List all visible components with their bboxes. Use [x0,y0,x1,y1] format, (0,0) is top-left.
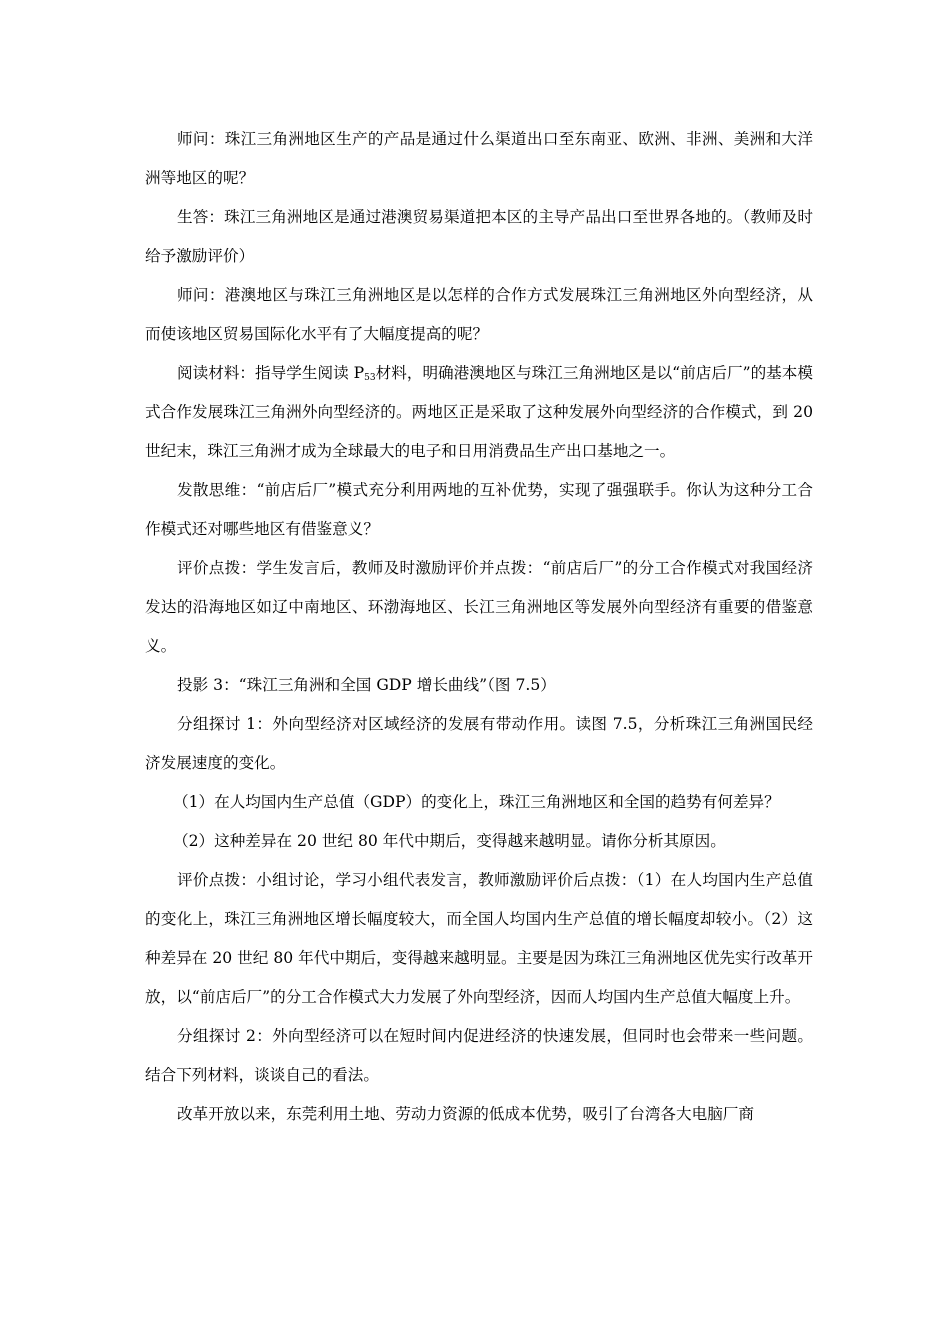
paragraph-reading-material [145,354,813,471]
paragraph-group-discussion-1: 分组探讨 1：外向型经济对区域经济的发展有带动作用。读图 7.5，分析珠江三角洲国民经济发展速度的变化。 [145,715,813,772]
reading-material-text-end: 材料，明确港澳地区与珠江三角洲地区是以“前店后厂”的基本模式合作发展珠江三角洲外向型经济的。两地区正是采取了这种发展外向型经济的合作模式，到 20 世纪末，珠江三角洲才成为全球最大的电子和日用消费品生产出口基地之一。 [145,364,813,460]
paragraph-question-1: （1）在人均国内生产总值（GDP）的变化上，珠江三角洲地区和全国的趋势有何差异？ [173,793,780,811]
paragraph-question-2: （2）这种差异在 20 世纪 80 年代中期后，变得越来越明显。请你分析其原因。 [173,832,726,850]
paragraph-divergent-thinking: 发散思维：“前店后厂”模式充分利用两地的互补优势，实现了强强联手。你认为这种分工合作模式还对哪些地区有借鉴意义？ [145,481,813,538]
paragraph-evaluation-2: 评价点拨：小组讨论，学习小组代表发言，教师激励评价后点拨：（1）在人均国内生产总值的变化上，珠江三角洲地区增长幅度较大，而全国人均国内生产总值的增长幅度却较小。（2）这种差异在 20 世纪 80 年代中期后，变得越来越明显。主要是因为珠江三角洲地区优先实行改革开放，以“前店后厂”的分工合作模式大力发展了外向型经济，因而人均国内生产总值大幅度上升。 [145,871,813,1006]
paragraph-student-answer: 生答：珠江三角洲地区是通过港澳贸易渠道把本区的主导产品出口至世界各地的。（教师及时给予激励评价） [145,208,813,265]
paragraph-projection-3: 投影 3：“珠江三角洲和全国 GDP 增长曲线”（图 7.5） [177,676,556,694]
paragraph-material-dongguan: 改革开放以来，东莞利用土地、劳动力资源的低成本优势，吸引了台湾各大电脑厂商 [177,1105,754,1123]
reading-material-text-start: 阅读材料：指导学生阅读 P [177,364,365,382]
paragraph-group-discussion-2: 分组探讨 2：外向型经济可以在短时间内促进经济的快速发展，但同时也会带来一些问题。结合下列材料，谈谈自己的看法。 [145,1027,813,1084]
page-subscript: 53 [364,373,376,383]
paragraph-teacher-question-1: 师问：珠江三角洲地区生产的产品是通过什么渠道出口至东南亚、欧洲、非洲、美洲和大洋洲等地区的呢？ [145,130,813,187]
paragraph-teacher-question-2: 师问：港澳地区与珠江三角洲地区是以怎样的合作方式发展珠江三角洲地区外向型经济，从而使该地区贸易国际化水平有了大幅度提高的呢？ [145,286,813,343]
paragraph-evaluation-1: 评价点拨：学生发言后，教师及时激励评价并点拨：“前店后厂”的分工合作模式对我国经济发达的沿海地区如辽中南地区、环渤海地区、长江三角洲地区等发展外向型经济有重要的借鉴意义。 [145,559,813,655]
document-page [145,120,813,1134]
